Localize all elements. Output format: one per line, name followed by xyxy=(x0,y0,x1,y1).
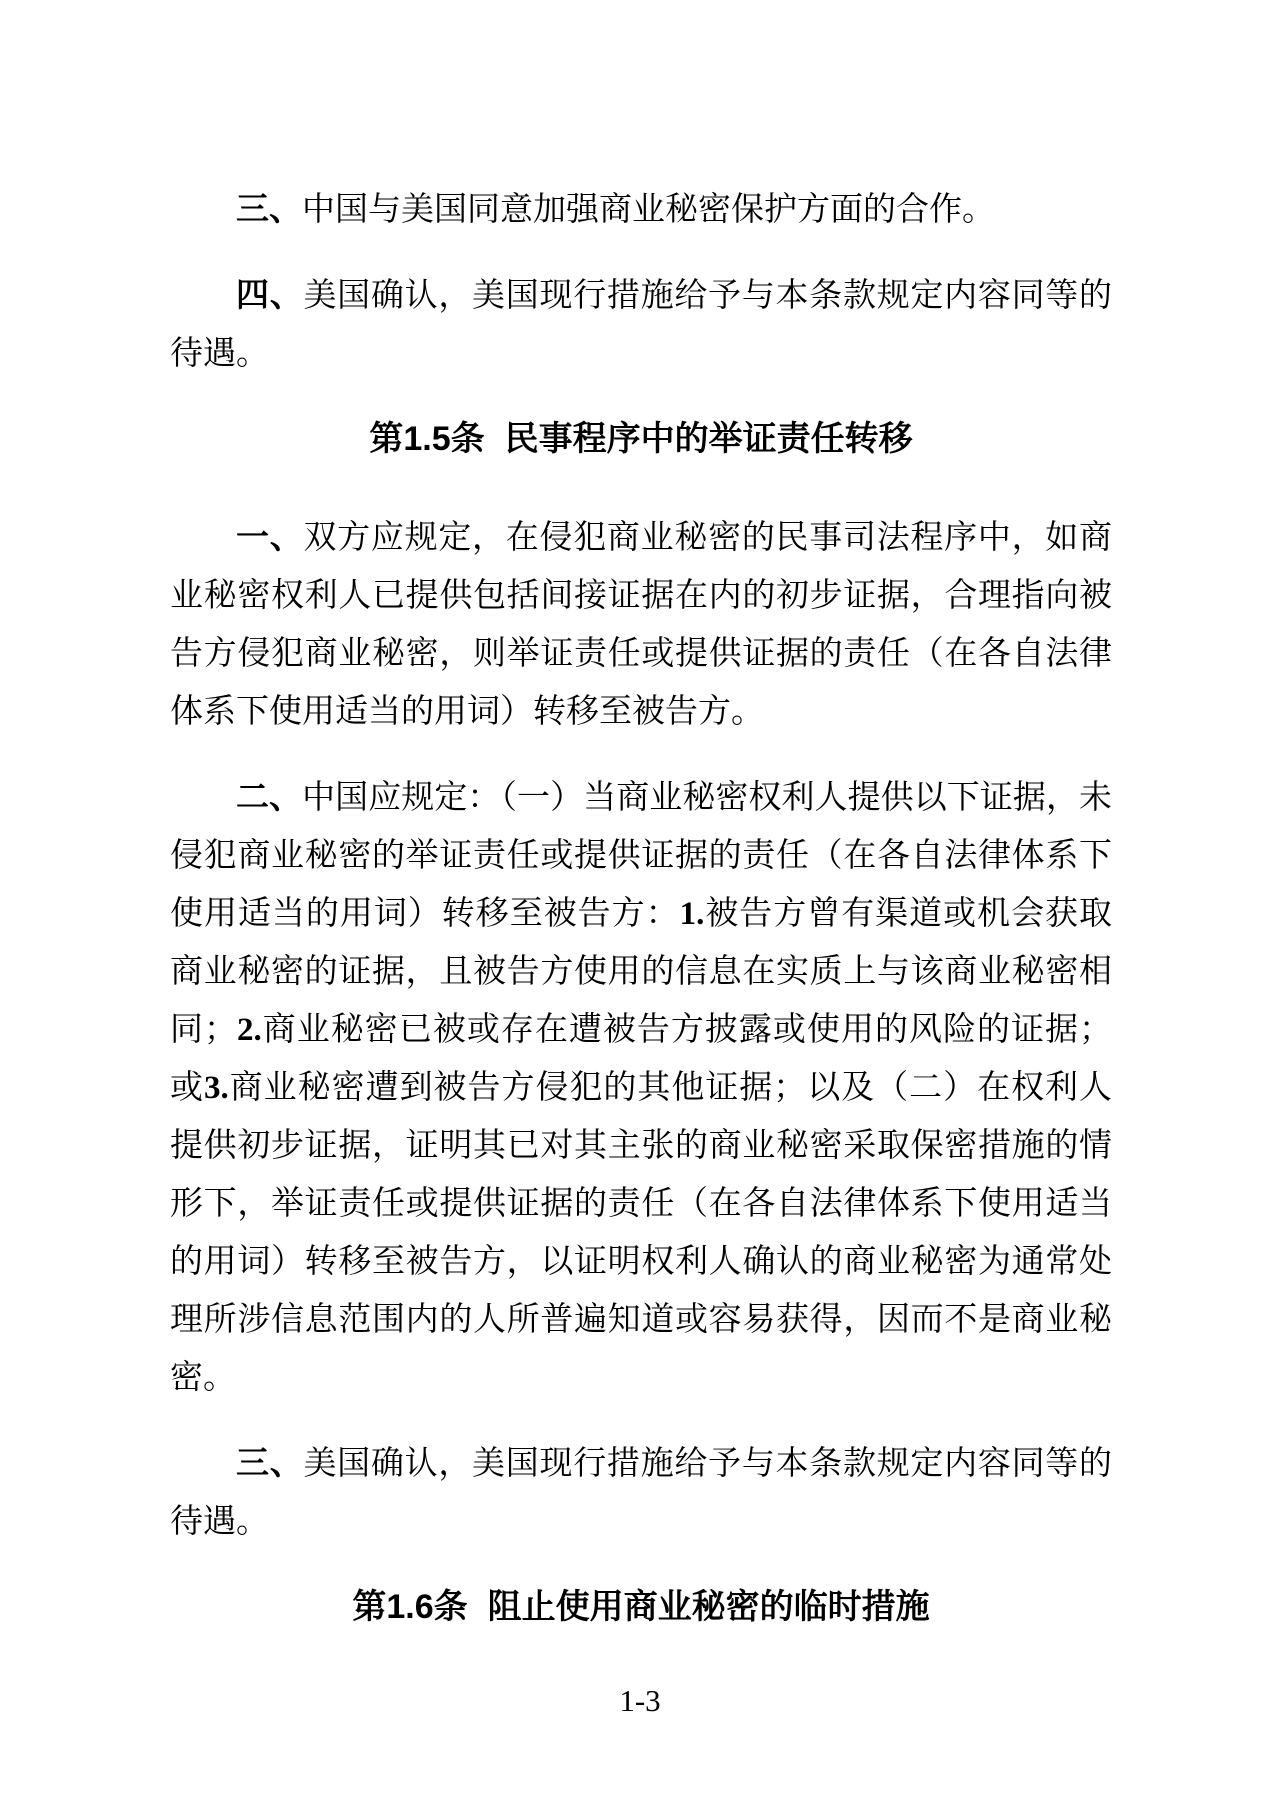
paragraph-item-three-cooperation xyxy=(170,180,1112,239)
item-number-marker: 三、 xyxy=(236,190,302,227)
article-1-6-heading xyxy=(170,1578,1112,1636)
item-number-marker: 四、 xyxy=(236,276,304,313)
article-1-5-heading xyxy=(170,410,1112,468)
paragraph-text: 美国确认，美国现行措施给予与本条款规定内容同等的待遇。 xyxy=(170,1446,1113,1540)
paragraph-item-four-us-confirmation xyxy=(170,266,1112,383)
paragraph-text: 美国确认，美国现行措施给予与本条款规定内容同等的待遇。 xyxy=(170,278,1113,372)
article-title: 阻止使用商业秘密的临时措施 xyxy=(487,1588,930,1626)
article-number: 第1.6条 xyxy=(352,1588,468,1626)
paragraph-item-one-both-parties xyxy=(170,508,1112,741)
item-number-marker: 一、 xyxy=(236,518,304,555)
page-number: 1-3 xyxy=(619,1683,661,1718)
paragraph-item-three-us-confirmation xyxy=(170,1434,1112,1551)
page-content xyxy=(170,0,1112,1676)
paragraph-text: 中国与美国同意加强商业秘密保护方面的合作。 xyxy=(302,192,995,228)
paragraph-text: 双方应规定，在侵犯商业秘密的民事司法程序中，如商业秘密权利人已提供包括间接证据在内的初步证据，合理指向被告方侵犯商业秘密，则举证责任或提供证据的责任（在各自法律体系下使用适当的用词）转移至被告方。 xyxy=(170,520,1113,730)
paragraph-item-two-china-provisions xyxy=(170,768,1112,1407)
paragraph-text: 中国应规定：（一）当商业秘密权利人提供以下证据，未侵犯商业秘密的举证责任或提供证据的责任（在各自法律体系下使用适当的用词）转移至被告方：1.被告方曾有渠道或机会获取商业秘密的证据，且被告方使用的信息在实质上与该商业秘密相同；2.商业秘密已被或存在遭被告方披露或使用的风险的证据；或3.商业秘密遭到被告方侵犯的其他证据；以及（二）在权利人提供初步证据，证明其已对其主张的商业秘密采取保密措施的情形下，举证责任或提供证据的责任（在各自法律体系下使用适当的用词）转移至被告方，以证明权利人确认的商业秘密为通常处理所涉信息范围内的人所普遍知道或容易获得，因而不是商业秘密。 xyxy=(170,780,1113,1396)
item-number-marker: 二、 xyxy=(236,778,303,815)
article-number: 第1.5条 xyxy=(369,420,485,458)
item-number-marker: 三、 xyxy=(236,1444,304,1481)
article-title: 民事程序中的举证责任转移 xyxy=(504,420,913,458)
